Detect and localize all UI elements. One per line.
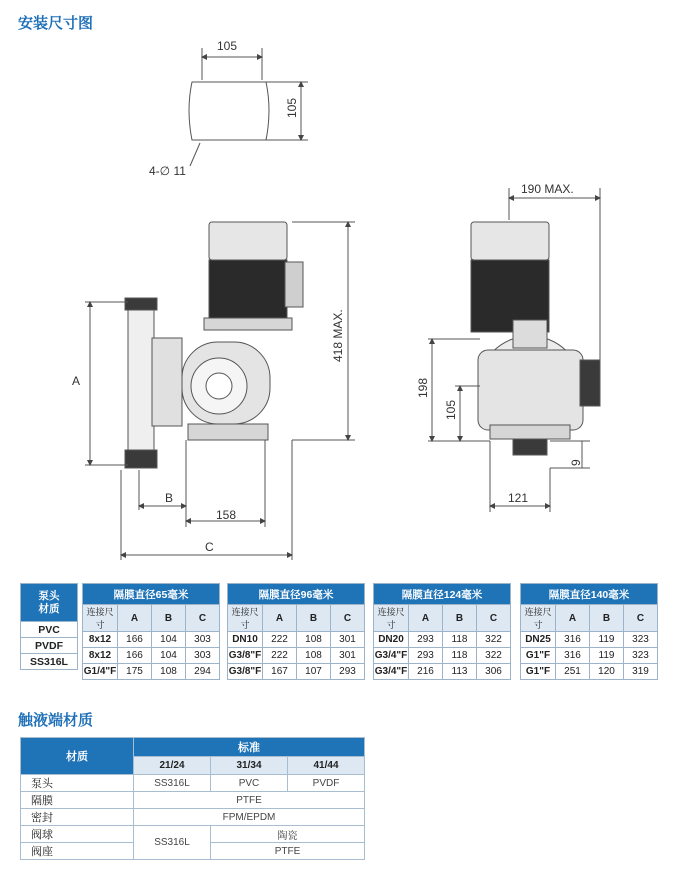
row-label: SS316L [21, 654, 78, 670]
base-footprint [189, 82, 269, 140]
cell: 293 [409, 648, 443, 664]
material-cell: FPM/EPDM [134, 809, 365, 826]
dimensions-title: 安装尺寸图 [18, 14, 94, 32]
cell: 107 [297, 664, 331, 680]
dim-a: A [72, 374, 81, 388]
cell: 303 [186, 648, 220, 664]
cell: G1"F [521, 664, 556, 680]
cell: 294 [186, 664, 220, 680]
model-header: 41/44 [288, 756, 365, 775]
cell: 108 [297, 632, 331, 648]
col-header: C [477, 605, 511, 632]
col-header: 连接尺寸 [521, 605, 556, 632]
cell: 216 [409, 664, 443, 680]
wetted-material-table [20, 737, 365, 860]
col-header: 连接尺寸 [83, 605, 118, 632]
spec-group-124 [373, 583, 511, 680]
cell: G1"F [521, 648, 556, 664]
col-header: B [152, 605, 186, 632]
cell: 113 [443, 664, 477, 680]
pump-head-material-header: 泵头 材质 [21, 584, 78, 622]
cell: 8x12 [83, 648, 118, 664]
cell: 167 [263, 664, 297, 680]
spec-label-column [20, 583, 78, 670]
model-header: 21/24 [134, 756, 211, 775]
cell: 316 [556, 632, 590, 648]
material-cell: SS316L [134, 826, 211, 860]
cell: G3/4"F [374, 648, 409, 664]
dim-max-height: 418 MAX. [331, 309, 345, 362]
material-cell: SS316L [134, 775, 211, 792]
cell: DN10 [228, 632, 263, 648]
col-header: C [331, 605, 365, 632]
dim-side-105: 105 [444, 399, 458, 420]
cell: 118 [443, 632, 477, 648]
spec-group-140 [520, 583, 658, 680]
material-row-label: 阀座 [21, 843, 134, 860]
dim-holes: 4-∅ 11 [149, 164, 186, 178]
pump-front-view [125, 222, 303, 468]
material-header: 材质 [21, 738, 134, 775]
cell: 323 [624, 632, 658, 648]
col-header: C [624, 605, 658, 632]
cell: 222 [263, 632, 297, 648]
cell: 319 [624, 664, 658, 680]
col-header: A [118, 605, 152, 632]
group-title: 隔膜直径65毫米 [83, 584, 220, 605]
cell: 301 [331, 632, 365, 648]
material-cell: PTFE [134, 792, 365, 809]
dim-side-198: 198 [416, 377, 430, 398]
model-header: 31/34 [211, 756, 288, 775]
material-cell: PVDF [288, 775, 365, 792]
material-cell: PTFE [211, 843, 365, 860]
pump-side-view [471, 222, 600, 455]
col-header: B [590, 605, 624, 632]
spec-group-65 [82, 583, 220, 680]
group-title: 隔膜直径96毫米 [228, 584, 365, 605]
materials-title: 触液端材质 [18, 711, 94, 729]
material-cell: 陶瓷 [211, 826, 365, 843]
cell: G3/8"F [228, 664, 263, 680]
cell: 301 [331, 648, 365, 664]
cell: G1/4"F [83, 664, 118, 680]
cell: DN25 [521, 632, 556, 648]
col-header: A [556, 605, 590, 632]
dim-side-max: 190 MAX. [521, 182, 574, 196]
standard-header: 标准 [134, 738, 365, 757]
cell: 322 [477, 632, 511, 648]
group-title: 隔膜直径124毫米 [374, 584, 511, 605]
dim-side-121: 121 [508, 491, 529, 505]
cell: 175 [118, 664, 152, 680]
cell: 293 [331, 664, 365, 680]
row-label: PVC [21, 622, 78, 638]
dim-side-9: 9 [569, 459, 583, 466]
col-header: 连接尺寸 [228, 605, 263, 632]
cell: 8x12 [83, 632, 118, 648]
col-header: B [443, 605, 477, 632]
col-header: C [186, 605, 220, 632]
cell: 118 [443, 648, 477, 664]
dim-c: C [205, 540, 214, 554]
col-header: 连接尺寸 [374, 605, 409, 632]
cell: 322 [477, 648, 511, 664]
cell: G3/8"F [228, 648, 263, 664]
dim-158: 158 [216, 508, 237, 522]
cell: 108 [297, 648, 331, 664]
cell: DN20 [374, 632, 409, 648]
dim-b: B [165, 491, 174, 505]
cell: 251 [556, 664, 590, 680]
cell: 222 [263, 648, 297, 664]
col-header: B [297, 605, 331, 632]
cell: 108 [152, 664, 186, 680]
dim-top-width: 105 [217, 39, 238, 53]
cell: 119 [590, 648, 624, 664]
col-header: A [263, 605, 297, 632]
cell: 104 [152, 648, 186, 664]
material-row-label: 阀球 [21, 826, 134, 843]
cell: 119 [590, 632, 624, 648]
cell: 120 [590, 664, 624, 680]
cell: 306 [477, 664, 511, 680]
col-header: A [409, 605, 443, 632]
row-label: PVDF [21, 638, 78, 654]
cell: G3/4"F [374, 664, 409, 680]
cell: 104 [152, 632, 186, 648]
cell: 166 [118, 648, 152, 664]
cell: 166 [118, 632, 152, 648]
dim-top-height: 105 [285, 97, 299, 118]
material-row-label: 泵头 [21, 775, 134, 792]
cell: 316 [556, 648, 590, 664]
cell: 293 [409, 632, 443, 648]
cell: 303 [186, 632, 220, 648]
material-row-label: 密封 [21, 809, 134, 826]
cell: 323 [624, 648, 658, 664]
material-row-label: 隔膜 [21, 792, 134, 809]
group-title: 隔膜直径140毫米 [521, 584, 658, 605]
material-cell: PVC [211, 775, 288, 792]
spec-group-96 [227, 583, 365, 680]
